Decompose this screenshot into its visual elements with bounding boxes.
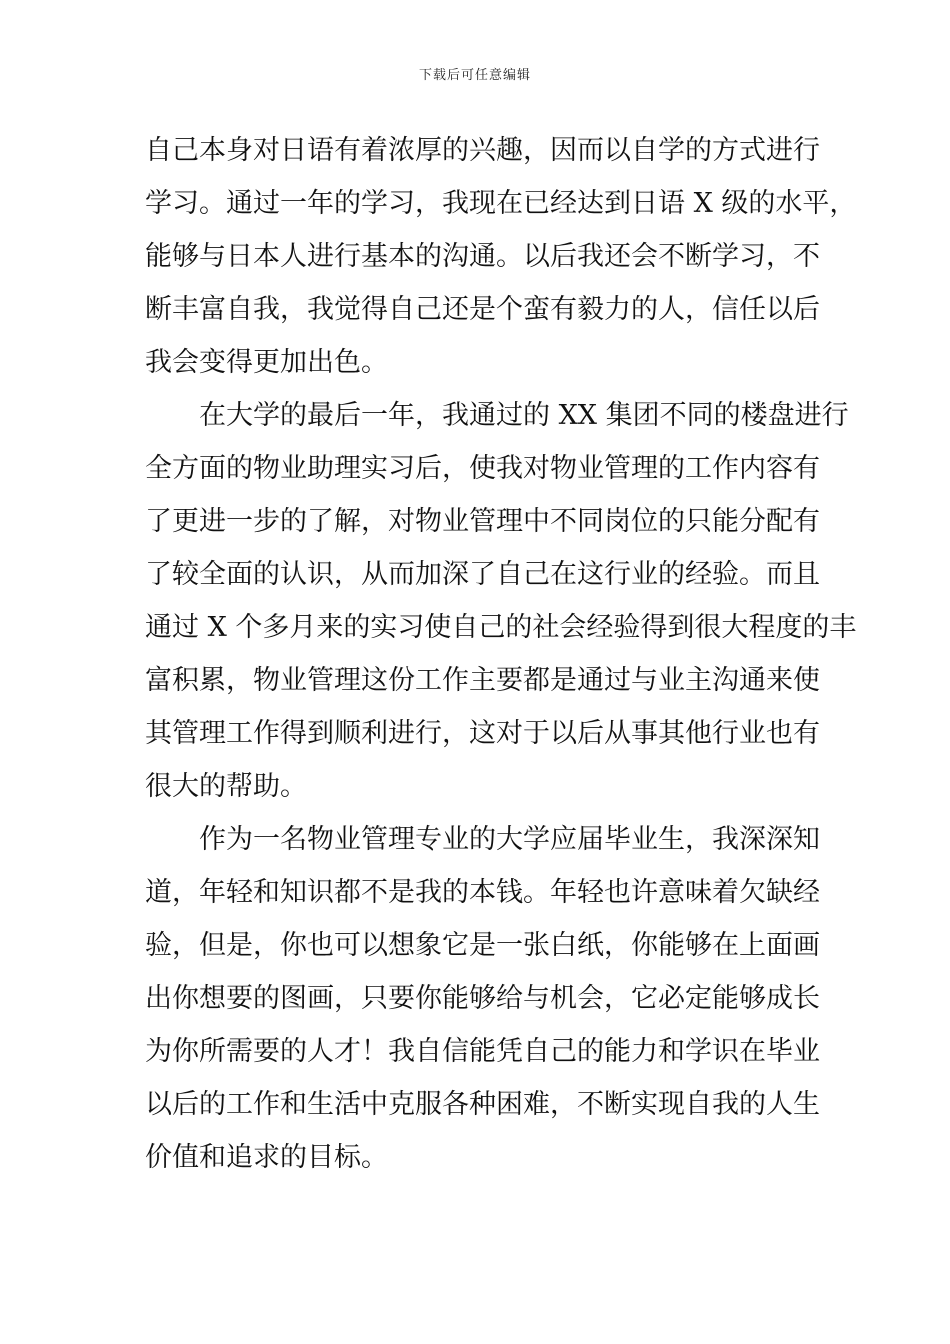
text-line: 价值和追求的目标。 bbox=[145, 1142, 388, 1173]
text-line: 自己本身对日语有着浓厚的兴趣，因而以自学的方式进行 bbox=[145, 135, 820, 166]
text-line: 验，但是，你也可以想象它是一张白纸，你能够在上面画 bbox=[145, 930, 820, 961]
paragraph-2 bbox=[145, 389, 857, 813]
text-line: 能够与日本人进行基本的沟通。以后我还会不断学习，不 bbox=[145, 241, 820, 272]
text-line: 作为一名物业管理专业的大学应届毕业生，我深深知 bbox=[199, 824, 820, 855]
text-line: 了较全面的认识，从而加深了自己在这行业的经验。而且 bbox=[145, 559, 820, 590]
text-line: 通过 X 个多月来的实习使自己的社会经验得到很大程度的丰 bbox=[145, 612, 857, 643]
text-line: 出你想要的图画，只要你能够给与机会，它必定能够成长 bbox=[145, 983, 820, 1014]
text-line: 我会变得更加出色。 bbox=[145, 347, 388, 378]
text-line: 在大学的最后一年，我通过的 XX 集团不同的楼盘进行 bbox=[199, 400, 849, 431]
text-line: 富积累，物业管理这份工作主要都是通过与业主沟通来使 bbox=[145, 665, 820, 696]
text-line: 以后的工作和生活中克服各种困难，不断实现自我的人生 bbox=[145, 1089, 820, 1120]
text-line: 很大的帮助。 bbox=[145, 771, 307, 802]
text-line: 全方面的物业助理实习后，使我对物业管理的工作内容有 bbox=[145, 453, 820, 484]
text-line: 其管理工作得到顺利进行，这对于以后从事其他行业也有 bbox=[145, 718, 820, 749]
text-line: 了更进一步的了解，对物业管理中不同岗位的只能分配有 bbox=[145, 506, 820, 537]
document-body bbox=[145, 124, 857, 1184]
text-line: 断丰富自我，我觉得自己还是个蛮有毅力的人，信任以后 bbox=[145, 294, 820, 325]
text-line: 学习。通过一年的学习，我现在已经达到日语 X 级的水平， bbox=[145, 188, 857, 219]
header-note: 下载后可任意编辑 bbox=[418, 68, 531, 83]
text-line: 为你所需要的人才！我自信能凭自己的能力和学识在毕业 bbox=[145, 1036, 820, 1067]
paragraph-3 bbox=[145, 813, 820, 1184]
text-line: 道，年轻和知识都不是我的本钱。年轻也许意味着欠缺经 bbox=[145, 877, 820, 908]
paragraph-1 bbox=[145, 124, 857, 389]
